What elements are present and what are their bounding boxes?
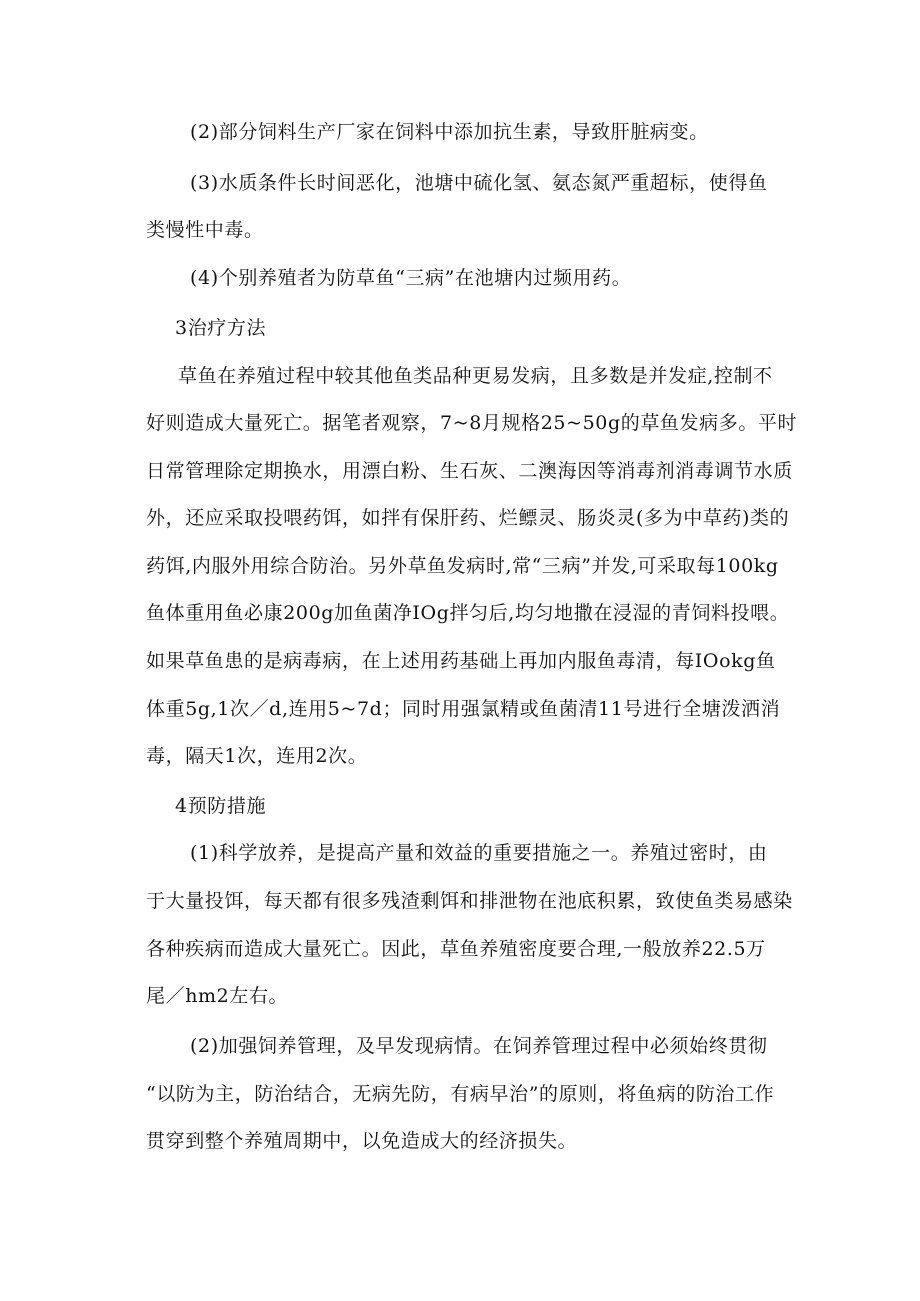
text-line: 外，还应采取投喂药饵，如拌有保肝药、烂鳔灵、肠炎灵(多为中草药)类的 (146, 507, 790, 529)
text-line: 日常管理除定期换水，用漂白粉、生石灰、二澳海因等消毒剂消毒调节水质 (146, 460, 793, 482)
section-heading: 3治疗方法 (175, 317, 267, 339)
text-line: 草鱼在养殖过程中较其他鱼类品种更易发病，且多数是并发症,控制不 (178, 365, 773, 387)
section-heading: 4预防措施 (175, 795, 267, 817)
text-line: (3)水质条件长时间恶化，池塘中硫化氢、氨态氮严重超标，使得鱼 (190, 172, 768, 194)
text-line: (2)加强饲养管理，及早发现病情。在饲养管理过程中必须始终贯彻 (190, 1035, 768, 1057)
text-line: 各种疾病而造成大量死亡。因此，草鱼养殖密度要合理,一般放养22.5万 (146, 938, 766, 960)
text-line: 药饵,内服外用综合防治。另外草鱼发病时,常“三病”并发,可采取每100kg (146, 555, 779, 577)
text-line: 如果草鱼患的是病毒病，在上述用药基础上再加内服鱼毒清，每IOokg鱼 (146, 650, 776, 672)
text-line: (2)部分饲料生产厂家在饲料中添加抗生素，导致肝脏病变。 (190, 121, 709, 143)
text-line: 毒，隔天1次，连用2次。 (146, 745, 368, 767)
text-line: 好则造成大量死亡。据笔者观察，7~8月规格25~50g的草鱼发病多。平时 (146, 412, 798, 434)
text-line: 贯穿到整个养殖周期中，以免造成大的经济损失。 (146, 1130, 578, 1152)
text-line: (1)科学放养，是提高产量和效益的重要措施之一。养殖过密时，由 (190, 842, 768, 864)
text-line: 尾／hm2左右。 (146, 985, 289, 1007)
text-line: 体重5g,1次／d,连用5~7d；同时用强氯精或鱼菌清11号进行全塘泼洒消 (146, 698, 781, 720)
text-line: 鱼体重用鱼必康200g加鱼菌净IOg拌匀后,均匀地撒在浸湿的青饲料投喂。 (146, 602, 790, 624)
text-line: 于大量投饵，每天都有很多残渣剩饵和排泄物在池底积累，致使鱼类易感染 (146, 890, 793, 912)
text-line: (4)个别养殖者为防草鱼“三病”在池塘内过频用药。 (190, 267, 632, 289)
text-line: 类慢性中毒。 (146, 219, 264, 241)
text-line: “以防为主，防治结合，无病先防，有病早治”的原则，将鱼病的防治工作 (146, 1083, 775, 1105)
